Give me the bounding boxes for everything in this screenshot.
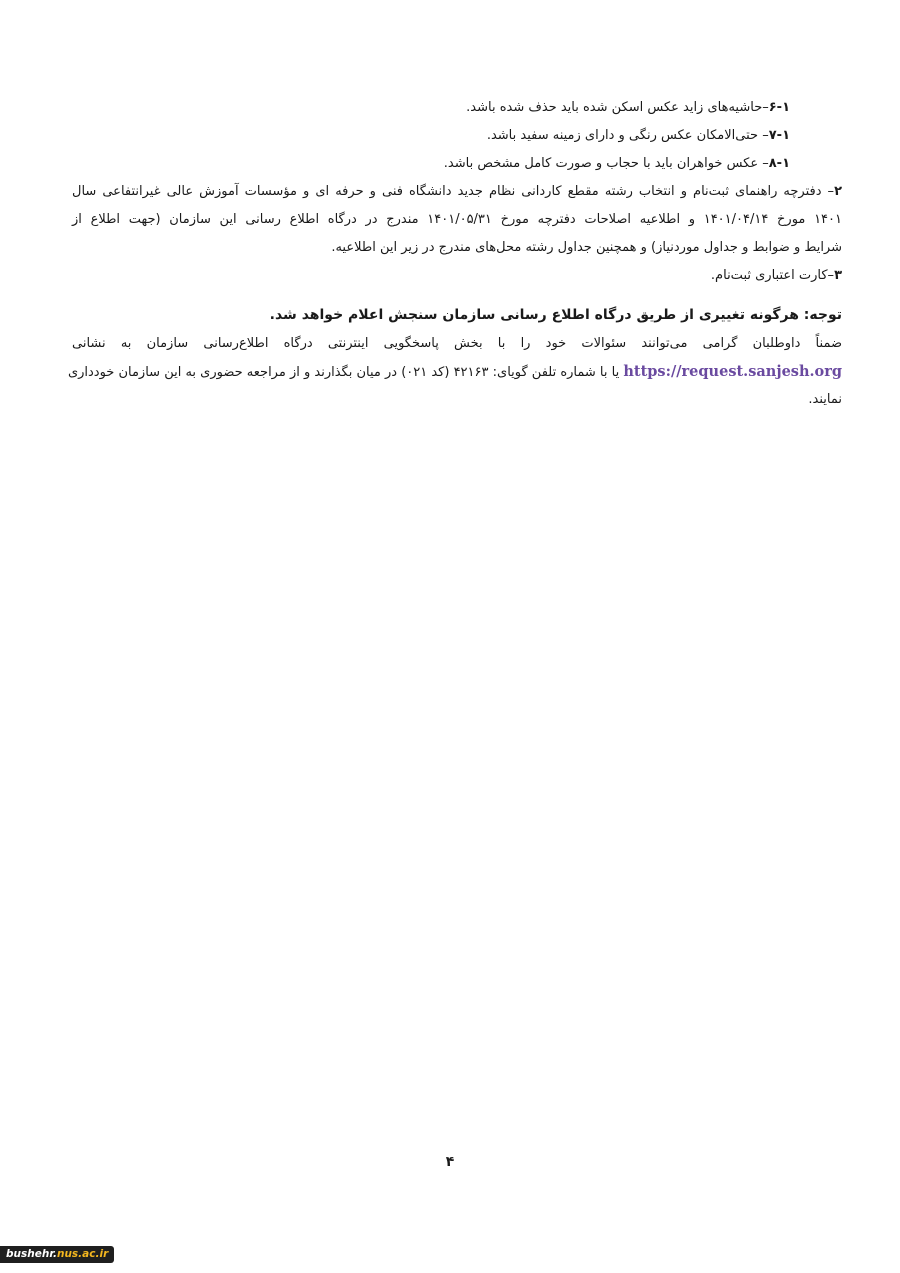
notice-line-3: نمایند. [808,392,842,407]
list-item-1-8 [72,150,842,178]
notice-title: توجه: هرگونه تغییری از طریق درگاه اطلاع رسانی سازمان سنجش اعلام خواهد شد. [269,307,842,323]
item-number: ۷-۱ [768,128,790,143]
page-number: ۴ [445,1154,455,1170]
item-number: ۲ [834,184,842,199]
watermark-part-1: bushehr. [6,1248,57,1260]
item-text: – دفترچه راهنمای ثبت‌نام و انتخاب رشته مقطع کاردانی نظام جدید دانشگاه فنی و حرفه ای و مؤسسات آموزش عالی غیرانتفاعی سال [72,184,835,199]
item-text: –حاشیه‌های زاید عکس اسکن شده باید حذف شده باشد. [466,100,769,115]
notice-line-2-text: یا با شماره تلفن گویای: ۴۲۱۶۳ (کد ۰۲۱) در میان بگذارند و از مراجعه حضوری به این سازمان خودداری [67,365,620,380]
request-link[interactable]: https://request.sanjesh.org [623,363,842,380]
list-item-3 [72,262,842,290]
notice-line-2 [67,358,842,386]
item-number: ۶-۱ [768,100,790,115]
notice-line-1: ضمناً داوطلبان گرامی می‌توانند سئوالات خود را با بخش پاسخگویی اینترنتی درگاه اطلاع‌رسانی سازمان به نشانی [72,336,842,351]
document-body [67,94,842,414]
list-item-1-6 [72,94,842,122]
list-item-1-7 [72,122,842,150]
item-text: – حتی‌الامکان عکس رنگی و دارای زمینه سفید باشد. [486,128,769,143]
item-number: ۳ [834,268,842,283]
list-item-2 [72,178,842,262]
site-watermark [0,1246,114,1263]
item-2-line-3: شرایط و ضوابط و جداول موردنیاز) و همچنین جداول رشته محل‌های مندرج در زیر این اطلاعیه. [331,240,842,255]
item-number: ۸-۱ [768,156,790,171]
watermark-part-2: nus.ac.ir [56,1248,109,1260]
item-2-line-1 [72,178,842,206]
item-2-line-2: ۱۴۰۱ مورخ ۱۴۰۱/۰۴/۱۴ و اطلاعیه اصلاحات دفترچه مورخ ۱۴۰۱/۰۵/۳۱ مندرج در درگاه اطلاع رسانی این سازمان (جهت اطلاع از [72,212,842,227]
item-text: – عکس خواهران باید با حجاب و صورت کامل مشخص باشد. [443,156,769,171]
item-text: –کارت اعتباری ثبت‌نام. [710,268,835,283]
